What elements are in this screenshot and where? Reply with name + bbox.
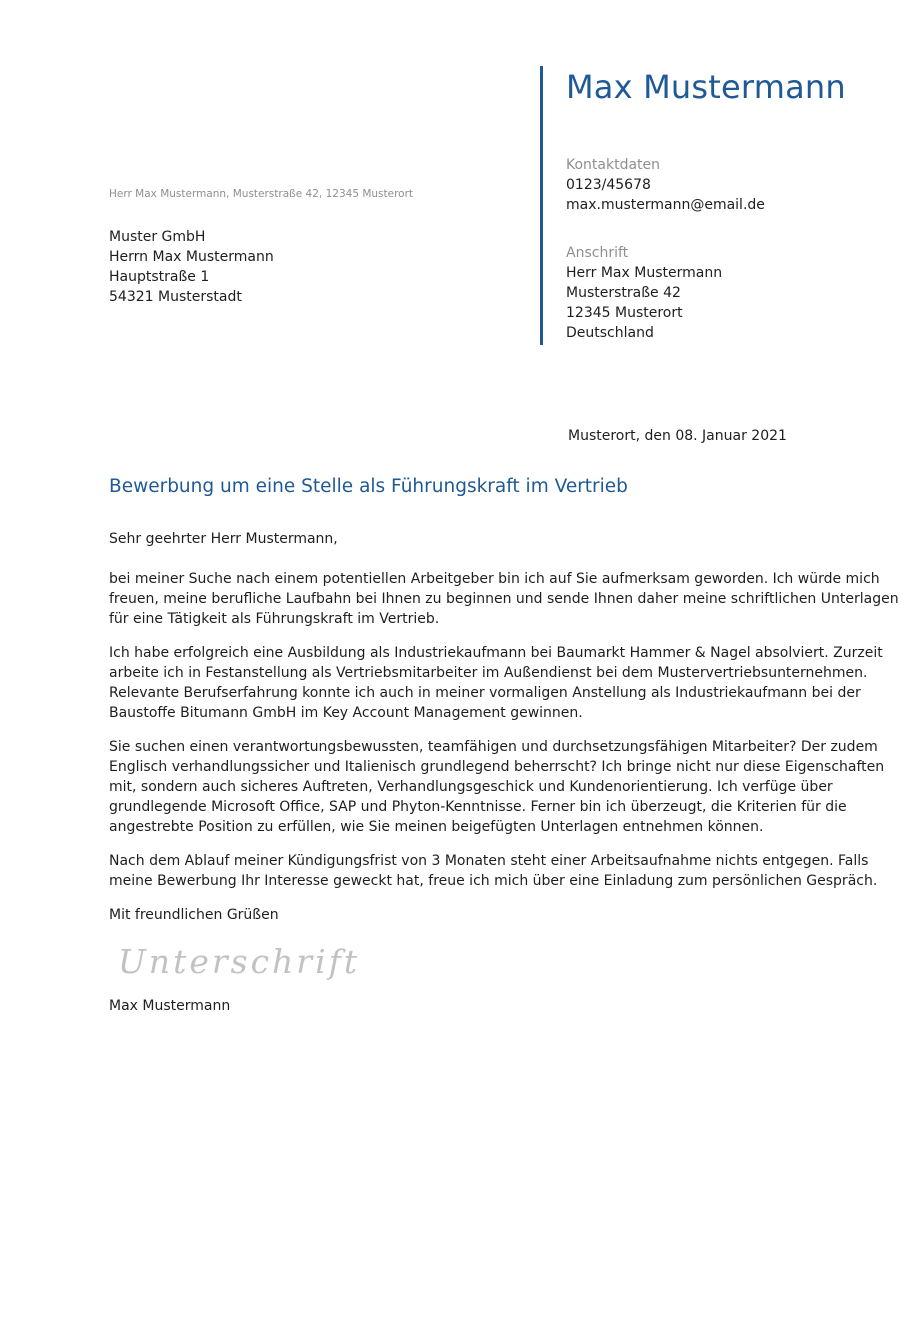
applicant-name: Max Mustermann — [566, 68, 846, 106]
paragraph-line: Sie suchen einen verantwortungsbewussten, teamfähigen und durchsetzungsfähigen Mitarbeiter? Der zudem — [109, 739, 878, 755]
contact-label: Kontaktdaten — [566, 157, 661, 173]
paragraph-line: bei meiner Suche nach einem potentiellen Arbeitgeber bin ich auf Sie aufmerksam geworden. Ich würde mich — [109, 571, 880, 587]
paragraph-line: meine Bewerbung Ihr Interesse geweckt hat, freue ich mich über eine Einladung zum persönlichen Gespräch. — [109, 873, 878, 889]
signature-placeholder: Unterschrift — [118, 942, 361, 981]
paragraph-line: für eine Tätigkeit als Führungskraft im Vertrieb. — [109, 611, 440, 627]
recipient-line: 54321 Musterstadt — [109, 289, 242, 305]
sender-return-address: Herr Max Mustermann, Musterstraße 42, 12345 Musterort — [109, 188, 414, 200]
paragraph-line: arbeite ich in Festanstellung als Vertriebsmitarbeiter im Außendienst bei dem Mustervertriebsunternehmen. — [109, 665, 868, 681]
paragraph-line: angestrebte Position zu erfüllen, wie Sie meinen beigefügten Unterlagen entnehmen können. — [109, 819, 764, 835]
paragraph-line: Ich habe erfolgreich eine Ausbildung als Industriekaufmann bei Baumarkt Hammer & Nagel absolviert. Zurzeit — [109, 645, 883, 661]
phone-number: 0123/45678 — [566, 177, 651, 193]
contact-sidebar — [540, 66, 846, 345]
paragraph-line: mit, sondern auch sicheres Auftreten, Verhandlungsgeschick und Kundenorientierung. Ich verfüge über — [109, 779, 833, 795]
email-address: max.mustermann@email.de — [566, 197, 765, 213]
recipient-line: Muster GmbH — [109, 229, 206, 245]
paragraph-line: Nach dem Ablauf meiner Kündigungsfrist von 3 Monaten steht einer Arbeitsaufnahme nichts entgegen. Falls — [109, 853, 869, 869]
address-line: Deutschland — [566, 325, 654, 341]
recipient-line: Hauptstraße 1 — [109, 269, 210, 285]
signer-name: Max Mustermann — [109, 998, 231, 1014]
letter-date: Musterort, den 08. Januar 2021 — [568, 428, 787, 444]
paragraph-3 — [109, 737, 884, 837]
paragraph-1 — [109, 569, 899, 629]
paragraph-4 — [109, 851, 877, 891]
address-label: Anschrift — [566, 245, 629, 261]
letter-subject: Bewerbung um eine Stelle als Führungskraft im Vertrieb — [109, 476, 628, 497]
address-line: 12345 Musterort — [566, 305, 683, 321]
salutation: Sehr geehrter Herr Mustermann, — [109, 531, 338, 547]
paragraph-line: Englisch verhandlungssicher und Italienisch grundlegend beherrscht? Ich bringe nicht nur diese Eigenschaften — [109, 759, 885, 775]
paragraph-2 — [109, 643, 883, 723]
closing: Mit freundlichen Grüßen — [109, 907, 279, 923]
address-line: Musterstraße 42 — [566, 285, 681, 301]
recipient-line: Herrn Max Mustermann — [109, 249, 274, 265]
paragraph-line: freuen, meine berufliche Laufbahn bei Ihnen zu beginnen und sende Ihnen daher meine schriftlichen Unterlagen — [109, 591, 899, 607]
recipient-address — [109, 227, 274, 307]
paragraph-line: Relevante Berufserfahrung konnte ich auch in meiner vormaligen Anstellung als Industriekaufmann bei der — [109, 685, 861, 701]
address-line: Herr Max Mustermann — [566, 265, 723, 281]
paragraph-line: grundlegende Microsoft Office, SAP und Phyton-Kenntnisse. Ferner bin ich überzeugt, die Kriterien für die — [109, 799, 847, 815]
paragraph-line: Baustoffe Bitumann GmbH im Key Account Management gewinnen. — [109, 705, 583, 721]
